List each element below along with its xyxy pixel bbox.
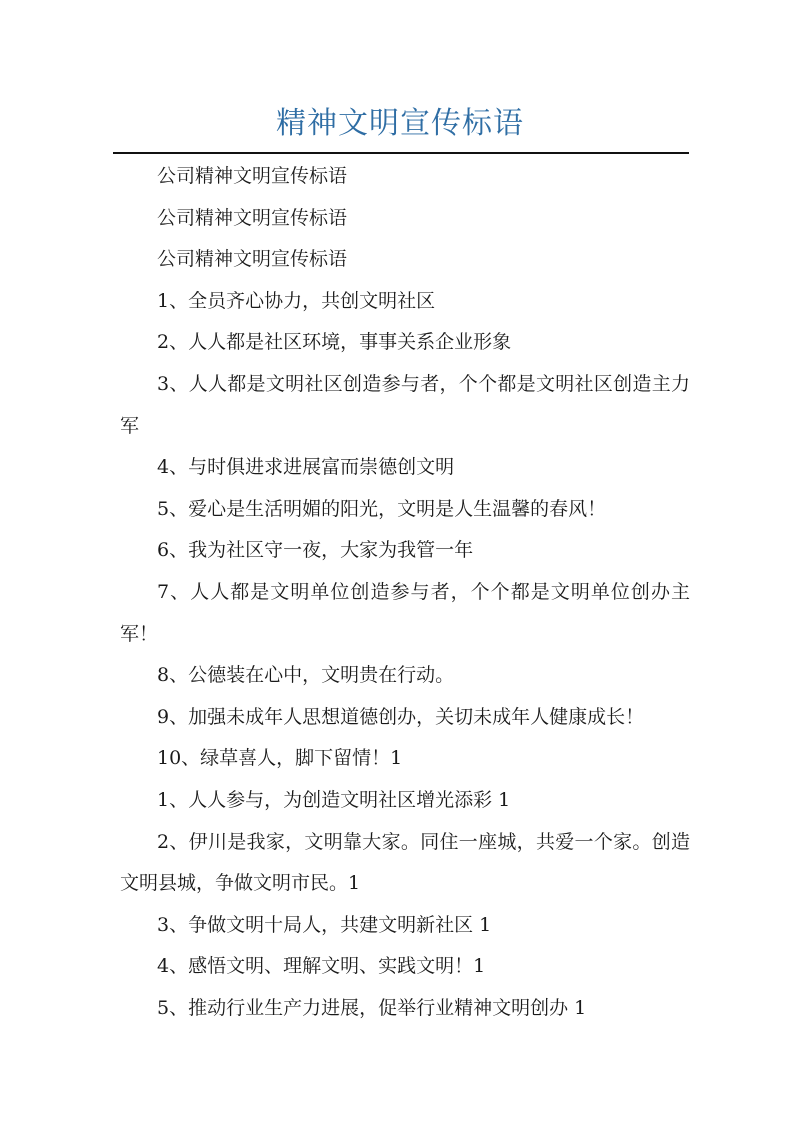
paragraph: 5、推动行业生产力进展，促举行业精神文明创办 1 <box>157 996 587 1019</box>
paragraph: 公司精神文明宣传标语 <box>157 165 348 187</box>
paragraph: 1、人人参与，为创造文明社区增光添彩 1 <box>157 788 511 811</box>
paragraph: 3、争做文明十局人，共建文明新社区 1 <box>157 913 492 936</box>
paragraph: 7、人人都是文明单位创造参与者，个个都是文明单位创办主军！ <box>120 580 690 645</box>
paragraph: 公司精神文明宣传标语 <box>157 248 348 271</box>
document-body <box>120 156 690 1029</box>
paragraph: 4、与时俱进求进展富而崇德创文明 <box>157 456 455 479</box>
paragraph: 10、绿草喜人，脚下留情！1 <box>157 747 403 770</box>
paragraph: 6、我为社区守一夜，大家为我管一年 <box>157 539 474 562</box>
paragraph: 3、人人都是文明社区创造参与者，个个都是文明社区创造主力军 <box>120 372 690 437</box>
paragraph: 1、全员齐心协力，共创文明社区 <box>157 289 436 312</box>
paragraph: 8、公德装在心中，文明贵在行动。 <box>157 664 455 687</box>
paragraph: 9、加强未成年人思想道德创办，关切未成年人健康成长！ <box>157 705 645 728</box>
title-divider <box>113 152 689 154</box>
paragraph: 2、人人都是社区环境，事事关系企业形象 <box>157 331 512 354</box>
paragraph: 2、伊川是我家，文明靠大家。同住一座城，共爱一个家。创造文明县城，争做文明市民。1 <box>120 830 690 895</box>
document-title: 精神文明宣传标语 <box>276 106 524 141</box>
paragraph: 5、爱心是生活明媚的阳光，文明是人生温馨的春风！ <box>157 497 607 520</box>
paragraph: 公司精神文明宣传标语 <box>157 206 348 229</box>
paragraph: 4、感悟文明、理解文明、实践文明！1 <box>157 955 486 978</box>
